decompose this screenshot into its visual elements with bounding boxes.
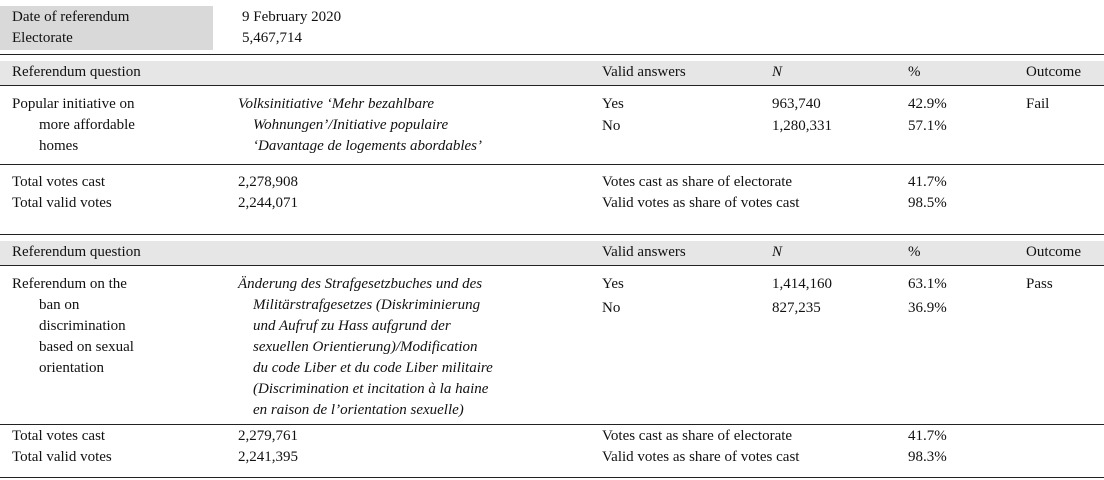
- rule: [0, 234, 1104, 235]
- official-title-line: Volksinitiative ‘Mehr bezahlbare: [238, 96, 435, 112]
- total-label: Total votes cast: [12, 174, 106, 190]
- answer-percent: 57.1%: [908, 118, 947, 134]
- col-outcome: Outcome: [1026, 64, 1081, 80]
- column-header-band: [0, 61, 1104, 85]
- electorate-label: Electorate: [12, 30, 73, 46]
- official-title-line: Wohnungen’/Initiative populaire: [253, 117, 449, 133]
- col-n: N: [772, 64, 783, 80]
- column-header-band: [0, 241, 1104, 265]
- rule: [0, 85, 1104, 86]
- col-valid-answers: Valid answers: [602, 64, 686, 80]
- official-title-line: du code Liber et du code Liber militaire: [253, 360, 493, 376]
- question-line: more affordable: [39, 117, 135, 133]
- answer-label: No: [602, 118, 621, 134]
- col-valid-answers: Valid answers: [602, 244, 686, 260]
- outcome-value: Fail: [1026, 96, 1050, 112]
- answer-n: 1,414,160: [772, 276, 832, 292]
- question-line: Popular initiative on: [12, 96, 135, 112]
- share-label: Valid votes as share of votes cast: [602, 195, 800, 211]
- total-value: 2,278,908: [238, 174, 298, 190]
- total-label: Total valid votes: [12, 449, 112, 465]
- col-outcome: Outcome: [1026, 244, 1081, 260]
- official-title-line: Militärstrafgesetzes (Diskriminierung: [253, 297, 481, 313]
- official-title-line: und Aufruf zu Hass aufgrund der: [253, 318, 451, 334]
- total-value: 2,279,761: [238, 428, 298, 444]
- share-label: Votes cast as share of electorate: [602, 428, 793, 444]
- answer-label: Yes: [602, 276, 624, 292]
- answer-percent: 63.1%: [908, 276, 947, 292]
- rule: [0, 477, 1104, 478]
- col-n: N: [772, 244, 783, 260]
- total-label: Total valid votes: [12, 195, 112, 211]
- answer-label: Yes: [602, 96, 624, 112]
- answer-label: No: [602, 300, 621, 316]
- answer-n: 827,235: [772, 300, 821, 316]
- total-value: 2,244,071: [238, 195, 298, 211]
- rule: [0, 54, 1104, 55]
- col-percent: %: [908, 244, 921, 260]
- electorate-value: 5,467,714: [242, 30, 302, 46]
- answer-n: 963,740: [772, 96, 821, 112]
- col-question: Referendum question: [12, 244, 141, 260]
- rule: [0, 265, 1104, 266]
- share-value: 98.3%: [908, 449, 947, 465]
- official-title-line: ‘Davantage de logements abordables’: [253, 138, 482, 154]
- rule: [0, 424, 1104, 425]
- answer-percent: 42.9%: [908, 96, 947, 112]
- question-line: discrimination: [39, 318, 126, 334]
- question-line: ban on: [39, 297, 80, 313]
- share-value: 41.7%: [908, 428, 947, 444]
- outcome-value: Pass: [1026, 276, 1053, 292]
- total-label: Total votes cast: [12, 428, 106, 444]
- date-value: 9 February 2020: [242, 9, 342, 25]
- question-line: Referendum on the: [12, 276, 127, 292]
- col-question: Referendum question: [12, 64, 141, 80]
- official-title-line: sexuellen Orientierung)/Modification: [253, 339, 478, 355]
- share-value: 41.7%: [908, 174, 947, 190]
- total-value: 2,241,395: [238, 449, 298, 465]
- official-title-line: en raison de l’orientation sexuelle): [253, 402, 464, 418]
- official-title-line: Änderung des Strafgesetzbuches und des: [238, 276, 483, 292]
- share-label: Valid votes as share of votes cast: [602, 449, 800, 465]
- share-value: 98.5%: [908, 195, 947, 211]
- rule: [0, 164, 1104, 165]
- question-line: based on sexual: [39, 339, 134, 355]
- share-label: Votes cast as share of electorate: [602, 174, 793, 190]
- answer-n: 1,280,331: [772, 118, 832, 134]
- question-line: homes: [39, 138, 79, 154]
- date-label: Date of referendum: [12, 9, 130, 25]
- official-title-line: (Discrimination et incitation à la haine: [253, 381, 489, 397]
- col-percent: %: [908, 64, 921, 80]
- answer-percent: 36.9%: [908, 300, 947, 316]
- question-line: orientation: [39, 360, 104, 376]
